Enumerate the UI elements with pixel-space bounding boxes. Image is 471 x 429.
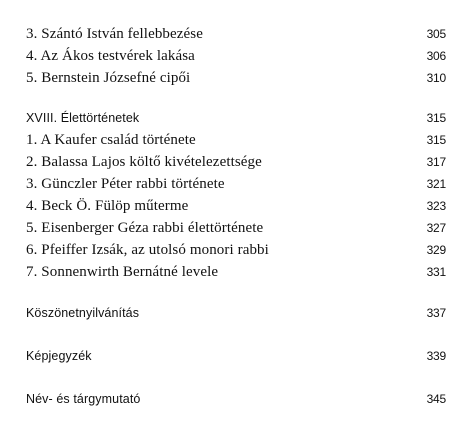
toc-entry: [26, 26, 446, 46]
toc-entry: [26, 70, 446, 90]
toc-entry-title: 5. Eisenberger Géza rabbi élettörténete: [26, 220, 264, 236]
toc-entry-page: 305: [426, 27, 446, 41]
toc-entry: [26, 154, 446, 174]
chapter-title: XVIII. Élettörténetek: [26, 111, 140, 125]
back-matter-page: 339: [426, 349, 446, 363]
toc-entry-page: 331: [426, 265, 446, 279]
toc-entry: [26, 48, 446, 68]
chapter-page: 315: [426, 111, 446, 125]
toc-entry-page: 321: [426, 177, 446, 191]
toc-entry-page: 315: [426, 133, 446, 147]
toc-entry-title: 2. Balassa Lajos költő kivételezettsége: [26, 154, 262, 170]
toc-entry: [26, 242, 446, 262]
toc-entry: [26, 220, 446, 240]
back-matter-page: 337: [426, 306, 446, 320]
toc-entry-title: 5. Bernstein Józsefné cipői: [26, 70, 191, 86]
toc-entry-page: 329: [426, 243, 446, 257]
toc-entry-title: 3. Szántó István fellebbezése: [26, 26, 203, 42]
back-matter-page: 345: [426, 392, 446, 406]
toc-entry-page: 323: [426, 199, 446, 213]
toc-entry-title: 4. Az Ákos testvérek lakása: [26, 48, 195, 64]
back-matter-title: Képjegyzék: [26, 349, 92, 363]
toc-entry-title: 3. Günczler Péter rabbi története: [26, 176, 225, 192]
toc-entry: [26, 264, 446, 284]
toc-entry: [26, 198, 446, 218]
back-matter-title: Köszönetnyilvánítás: [26, 306, 140, 320]
toc-entry-page: 327: [426, 221, 446, 235]
toc-entry: [26, 176, 446, 196]
toc-entry: [26, 132, 446, 152]
toc-chapter-heading: [26, 111, 446, 131]
toc-entry-page: 306: [426, 49, 446, 63]
toc-back-matter-entry: [26, 349, 446, 369]
toc-entry-title: 6. Pfeiffer Izsák, az utolsó monori rabbi: [26, 242, 269, 258]
toc-entry-page: 310: [426, 71, 446, 85]
toc-entry-title: 7. Sonnenwirth Bernátné levele: [26, 264, 219, 280]
toc-back-matter-entry: [26, 306, 446, 326]
toc-back-matter-entry: [26, 392, 446, 412]
back-matter-title: Név- és tárgymutató: [26, 392, 141, 406]
toc-entry-title: 4. Beck Ö. Fülöp műterme: [26, 198, 189, 214]
toc-entry-title: 1. A Kaufer család története: [26, 132, 196, 148]
toc-entry-page: 317: [426, 155, 446, 169]
